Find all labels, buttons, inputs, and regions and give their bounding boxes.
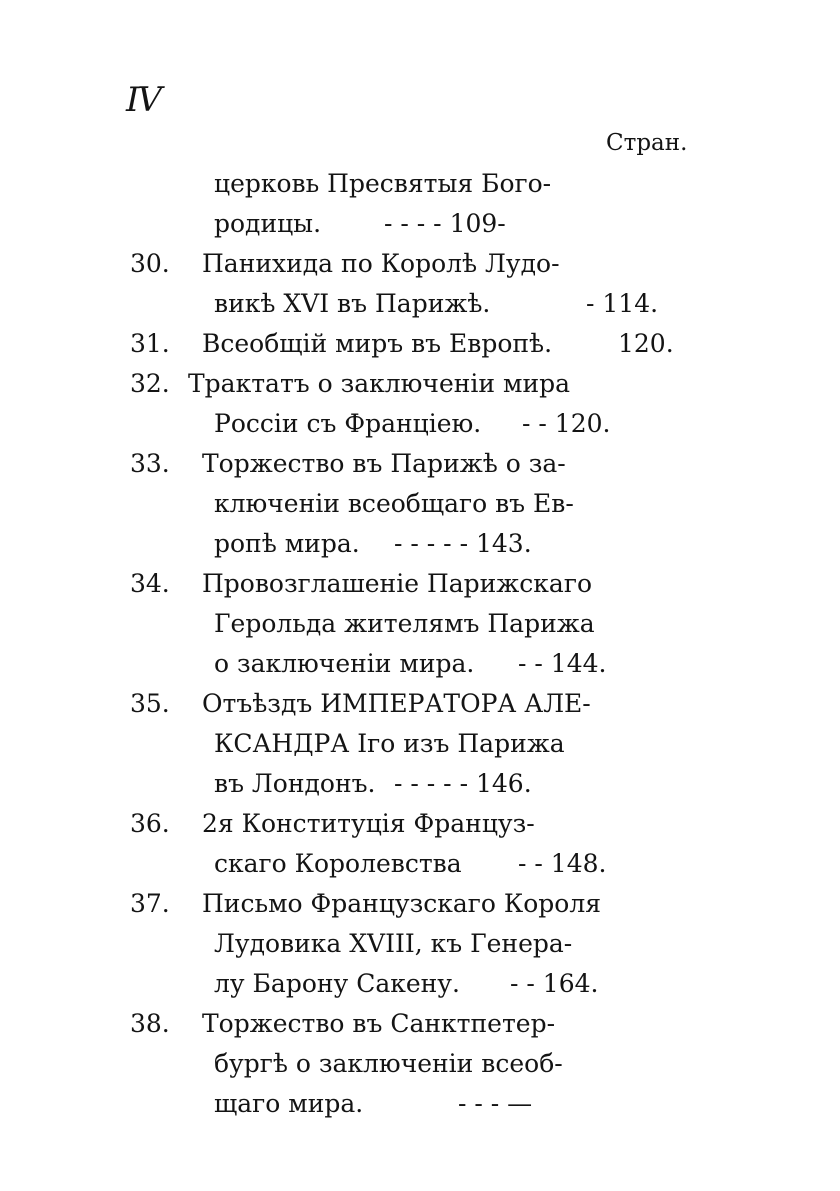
entry-text: ключеніи всеобщаго въ Ев-	[214, 489, 574, 518]
page-ref: - - 120.	[522, 409, 611, 438]
entry-text: родицы.	[214, 209, 322, 238]
page-ref: - - 164.	[510, 969, 599, 998]
entry-text: викѣ XVI въ Парижѣ.	[214, 289, 491, 318]
page-number: IV	[126, 80, 160, 120]
entry-number: 34.	[130, 569, 170, 598]
entry-number: 36.	[130, 809, 170, 838]
entry-number: 30.	[130, 249, 170, 278]
entry-text: Россіи съ Франціею.	[214, 409, 482, 438]
page-ref: - - 144.	[518, 649, 607, 678]
entry-text: щаго мира.	[214, 1089, 364, 1118]
entry-text: о заключеніи мира.	[214, 649, 475, 678]
entry-text: церковь Пресвятыя Бого-	[214, 169, 552, 198]
entry-text: Провозглашеніе Парижскаго	[202, 569, 592, 598]
entry-text: Лудовика XVIII, къ Генера-	[214, 929, 573, 958]
entry-number: 35.	[130, 689, 170, 718]
page-ref: - - - - 109-	[384, 209, 506, 238]
entry-text: Панихида по Королѣ Лудо-	[202, 249, 560, 278]
page-ref: 120.	[618, 329, 674, 358]
entry-number: 31.	[130, 329, 170, 358]
entry-text: въ Лондонъ.	[214, 769, 376, 798]
entry-number: 37.	[130, 889, 170, 918]
page-ref: - 114.	[586, 289, 659, 318]
entry-text: Герольда жителямъ Парижа	[214, 609, 595, 638]
page-column-header: Стран.	[606, 130, 688, 156]
entry-text: КСАНДРА Iго изъ Парижа	[214, 729, 565, 758]
entry-number: 32.	[130, 369, 170, 398]
entry-text: лу Барону Сакену.	[214, 969, 460, 998]
entry-text: Всеобщій миръ въ Европѣ.	[202, 329, 553, 358]
page-ref: - - 148.	[518, 849, 607, 878]
entry-text: скаго Королевства	[214, 849, 462, 878]
entry-text: Торжество въ Санктпетер-	[202, 1009, 556, 1038]
entry-text: Письмо Французскаго Короля	[202, 889, 601, 918]
entry-text: ропѣ мира.	[214, 529, 360, 558]
entry-text: 2я Конституція Француз-	[202, 809, 535, 838]
page-ref: - - - —	[458, 1089, 533, 1118]
entry-number: 33.	[130, 449, 170, 478]
entry-text: Отъѣздъ ИМПЕРАТОРА АЛЕ-	[202, 689, 591, 718]
entry-text: Торжество въ Парижѣ о за-	[202, 449, 566, 478]
page-ref: - - - - - 143.	[394, 529, 532, 558]
entry-text: Трактатъ о заключеніи мира	[188, 369, 571, 398]
entry-text: бургѣ о заключеніи всеоб-	[214, 1049, 563, 1078]
page-ref: - - - - - 146.	[394, 769, 532, 798]
entry-number: 38.	[130, 1009, 170, 1038]
